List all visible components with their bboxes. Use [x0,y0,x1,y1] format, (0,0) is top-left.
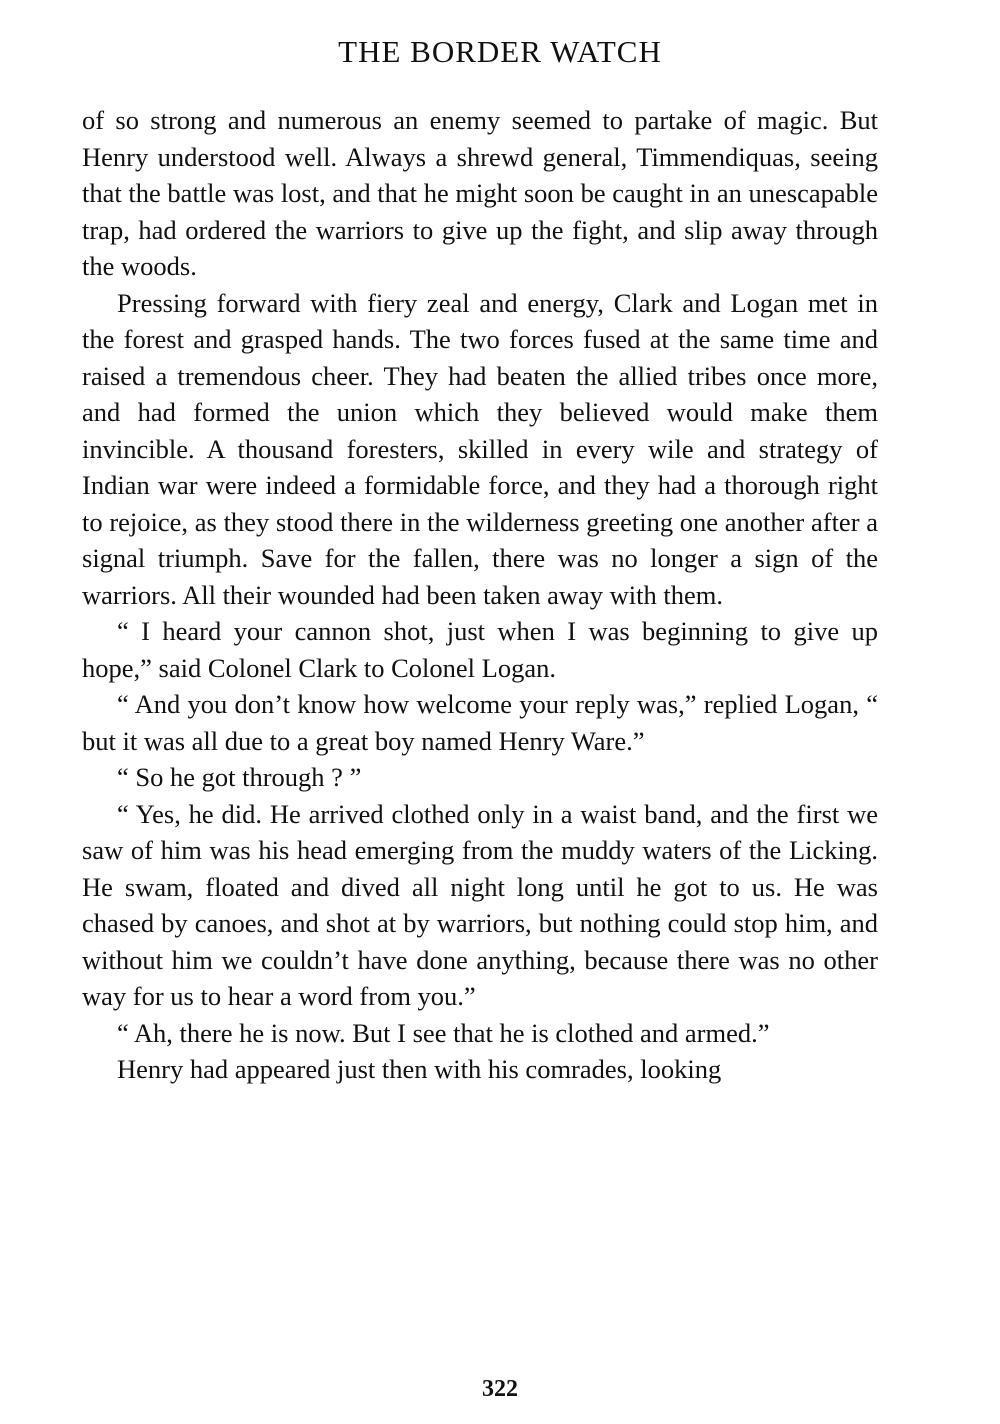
paragraph: “ I heard your cannon shot, just when I was beginning to give up hope,” said Colonel Clark to Colonel Logan. [82,616,878,683]
body-text [82,102,878,1088]
paragraph: “ And you don’t know how welcome your reply was,” replied Logan, “ but it was all due to a great boy named Henry Ware.” [82,689,878,756]
paragraph: Henry had appeared just then with his comrades, looking [117,1054,722,1084]
page-number: 322 [482,1376,518,1402]
paragraph: Pressing forward with fiery zeal and energy, Clark and Logan met in the forest and grasped hands. The two forces fused at the same time and raised a tremendous cheer. They had beaten the allied tribes once more, and had formed the union which they believed would make them invincible. A thousand foresters, skilled in every wile and strategy of Indian war were indeed a formidable force, and they had a thorough right to rejoice, as they stood there in the wilderness greeting one another after a signal triumph. Save for the fallen, there was no longer a sign of the warriors. All their wounded had been taken away with them. [82,287,878,610]
paragraph: “ So he got through ? ” [117,762,362,792]
running-head: THE BORDER WATCH [338,34,662,69]
paragraph: “ Ah, there he is now. But I see that he is clothed and armed.” [117,1017,770,1048]
paragraph: “ Yes, he did. He arrived clothed only in a waist band, and the first we saw of him was his head emerging from the muddy waters of the Licking. He swam, floated and dived all night long until he got to us. He was chased by canoes, and shot at by warriors, but nothing could stop him, and without him we couldn’t have done anything, because there was no other way for us to hear a word from you.” [82,798,878,1011]
paragraph-continued: of so strong and numerous an enemy seemed to partake of magic. But Henry understood well. Always a shrewd general, Timmendiquas, seeing that the battle was lost, and that he might soon be caught in an unescapable trap, had ordered the warriors to give up the fight, and slip away through the woods. [82,105,878,281]
